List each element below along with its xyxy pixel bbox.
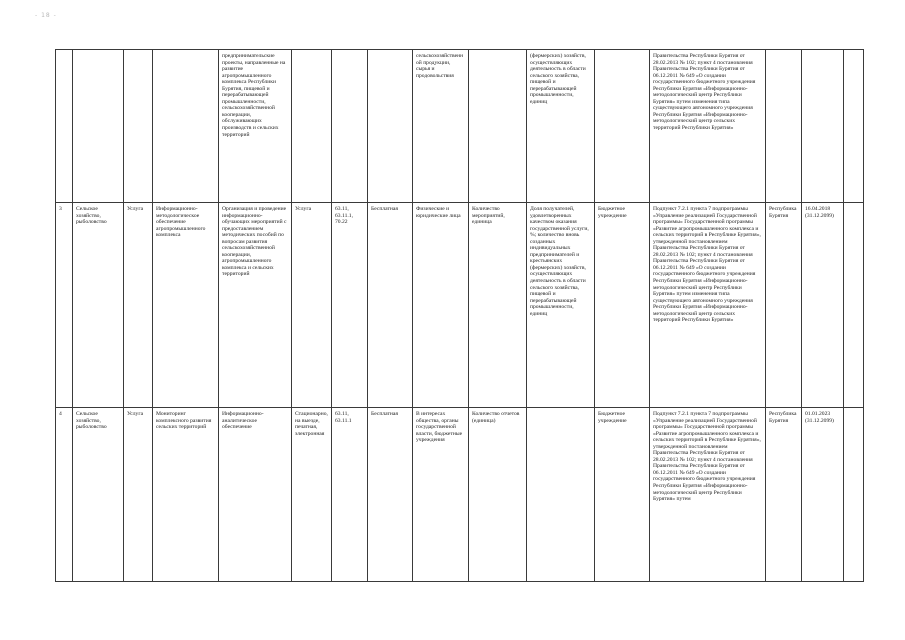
cell-kind bbox=[124, 50, 153, 203]
cell-territory: Республика Бурятия bbox=[766, 408, 802, 582]
cell-content: предпринимательские проекты, направленные на развитие агропромышленного комплекса Республики Бурятия, пищевой и перерабатывающей промышленности, сельскохозяйственной кооперации, обслуживающих производств и сельских территорий bbox=[219, 50, 292, 203]
table-row-continued bbox=[56, 50, 864, 203]
cell-sector bbox=[73, 50, 124, 203]
cell-row-number: 4 bbox=[56, 408, 73, 582]
page-number-mark: - 18 - bbox=[35, 12, 57, 19]
cell-form: Стационарно, на выезде, печатная, электронная bbox=[292, 408, 332, 582]
cell-volume-indicator bbox=[469, 50, 527, 203]
cell-volume-indicator: Количество отчетов (единица) bbox=[469, 408, 527, 582]
cell-consumers: сельскохозяйственной продукции, сырья и продовольствия bbox=[413, 50, 469, 203]
cell-okved bbox=[332, 50, 368, 203]
table-row bbox=[56, 408, 864, 582]
cell-payment bbox=[368, 50, 413, 203]
cell-row-number bbox=[56, 50, 73, 203]
cell-payment: Бесплатная bbox=[368, 203, 413, 408]
cell-territory bbox=[766, 50, 802, 203]
cell-service-name: Информационно-методологическое обеспечение агропромышленного комплекса bbox=[153, 203, 219, 408]
cell-payment: Бесплатная bbox=[368, 408, 413, 582]
cell-quality-indicator bbox=[527, 408, 595, 582]
cell-kind: Услуга bbox=[124, 408, 153, 582]
cell-institution-type: Бюджетное учреждение bbox=[595, 408, 650, 582]
cell-okved: 63.11, 63.11.1, 70.22 bbox=[332, 203, 368, 408]
cell-extra bbox=[844, 203, 864, 408]
table-row bbox=[56, 203, 864, 408]
cell-content: Информационно-аналитическое обеспечение bbox=[219, 408, 292, 582]
cell-dates bbox=[802, 50, 844, 203]
cell-quality-indicator: (фермерских) хозяйств, осуществляющих деятельность в области сельского хозяйства, пищевой и перерабатывающей промышленности, единиц bbox=[527, 50, 595, 203]
cell-sector: Сельское хозяйство, рыболовство bbox=[73, 408, 124, 582]
cell-row-number: 3 bbox=[56, 203, 73, 408]
cell-extra bbox=[844, 408, 864, 582]
cell-institution-type: Бюджетное учреждение bbox=[595, 203, 650, 408]
cell-service-name: Мониторинг комплексного развития сельских территорий bbox=[153, 408, 219, 582]
cell-service-name bbox=[153, 50, 219, 203]
cell-dates: 16.04.2018 (31.12.2099) bbox=[802, 203, 844, 408]
cell-form: Услуга bbox=[292, 203, 332, 408]
cell-consumers: В интересах общества, органы государственной власти, бюджетные учреждения bbox=[413, 408, 469, 582]
cell-extra bbox=[844, 50, 864, 203]
cell-territory: Республика Бурятия bbox=[766, 203, 802, 408]
cell-legal-basis: Подпункт 7.2.1 пункта 7 подпрограммы «Управление реализацией Государственной программы» Государственной программы «Развитие агропромышленного комплекса и сельских территорий в Республике Бурятия», утвержденной постановлением Правительства Республики Бурятия от 28.02.2013 № 102; пункт 4 постановления Правительства Республики Бурятия от 06.12.2011 № 649 «О создании государственного бюджетного учреждения Республики Бурятия «Информационно-методологический центр Республики Бурятия» путем изменения типа существующего автономного учреждения Республики Бурятия «Информационно-методологический центр сельских территорий Республики Бурятия» bbox=[650, 203, 766, 408]
cell-dates: 01.01.2023 (31.12.2099) bbox=[802, 408, 844, 582]
cell-kind: Услуга bbox=[124, 203, 153, 408]
cell-content: Организация и проведение информационно-обучающих мероприятий с предоставлением методических пособий по вопросам развития сельскохозяйственной кооперации, агропромышленного комплекса и сельских территорий bbox=[219, 203, 292, 408]
cell-okved: 63.11, 63.11.1 bbox=[332, 408, 368, 582]
services-register-table bbox=[55, 49, 864, 582]
cell-form bbox=[292, 50, 332, 203]
cell-consumers: Физические и юридические лица bbox=[413, 203, 469, 408]
cell-legal-basis: Подпункт 7.2.1 пункта 7 подпрограммы «Управление реализацией Государственной программы» Государственной программы «Развитие агропромышленного комплекса и сельских территорий в Республике Бурятия», утвержденной постановлением Правительства Республики Бурятия от 28.02.2013 № 102; пункт 4 постановления Правительства Республики Бурятия от 06.12.2011 № 649 «О создании государственного бюджетного учреждения Республики Бурятия «Информационно-методологический центр Республики Бурятия» путем bbox=[650, 408, 766, 582]
cell-institution-type bbox=[595, 50, 650, 203]
cell-quality-indicator: Доля получателей, удовлетворенных качеством оказания государственной услуги, %; количество вновь созданных индивидуальных предпринимателей и крестьянских (фермерских) хозяйств, осуществляющих деятельность в области сельского хозяйства, пищевой и перерабатывающей промышленности, единиц bbox=[527, 203, 595, 408]
cell-volume-indicator: Количество мероприятий, единица bbox=[469, 203, 527, 408]
cell-sector: Сельское хозяйство, рыболовство bbox=[73, 203, 124, 408]
cell-legal-basis: Правительства Республики Бурятия от 28.02.2013 № 102; пункт 4 постановления Правительства Республики Бурятия от 06.12.2011 № 649 «О создании государственного бюджетного учреждения Республики Бурятия «Информационно-методологический центр Республики Бурятия» путем изменения типа существующего автономного учреждения Республики Бурятия «Информационно-методологический центр сельских территорий Республики Бурятия» bbox=[650, 50, 766, 203]
